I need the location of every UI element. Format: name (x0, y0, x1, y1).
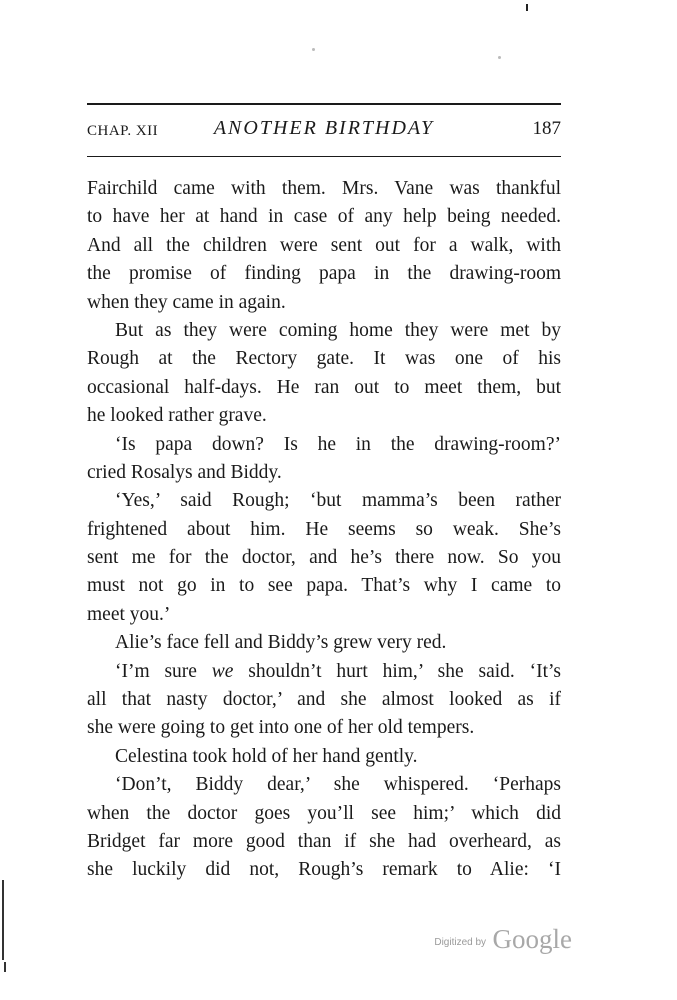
emphasized-word: we (211, 660, 234, 682)
page-number: 187 (532, 118, 561, 139)
text-line: Rough at the Rectory gate. It was one of his (87, 348, 561, 370)
text-line: Fairchild came with them. Mrs. Vane was thankful (87, 178, 561, 199)
header-rule (87, 156, 561, 157)
scan-speck (498, 56, 501, 59)
text-line: Bridget far more good than if she had overheard, as (87, 830, 561, 852)
text-line: when the doctor goes you’ll see him;’ which did (87, 802, 561, 824)
top-rule (87, 103, 561, 105)
text-line: ‘I’m sure we shouldn’t hurt him,’ she said. ‘It’s (115, 660, 561, 682)
text-line: she luckily did not, Rough’s remark to Alie: ‘I (87, 859, 561, 881)
body-text (87, 175, 561, 885)
text-line: all that nasty doctor,’ and she almost looked as if (87, 689, 561, 711)
text-line: when they came in again. (87, 291, 286, 313)
scan-speck (312, 48, 315, 51)
text-line: Celestina took hold of her hand gently. (115, 745, 418, 767)
text-line: Alie’s face fell and Biddy’s grew very red. (115, 632, 447, 654)
text-line: she were going to get into one of her old tempers. (87, 717, 475, 739)
scan-mark (526, 4, 528, 11)
text-line: must not go in to see papa. That’s why I came to (87, 575, 561, 597)
text-line: But as they were coming home they were met by (115, 319, 561, 341)
text-line: sent me for the doctor, and he’s there now. So you (87, 547, 561, 569)
digitized-watermark (434, 924, 572, 955)
text-line: the promise of finding papa in the drawing-room (87, 263, 561, 285)
text-line: occasional half-days. He ran out to meet them, but (87, 376, 561, 398)
chapter-label: CHAP. XII (87, 123, 159, 139)
text-line: frightened about him. He seems so weak. She’s (87, 518, 561, 540)
scan-edge-mark (2, 880, 4, 960)
scan-edge-mark (4, 962, 6, 972)
text-line: And all the children were sent out for a walk, with (87, 234, 561, 256)
text-line: ‘Don’t, Biddy dear,’ she whispered. ‘Perhaps (115, 774, 561, 796)
text-line: cried Rosalys and Biddy. (87, 461, 282, 483)
text-line: meet you.’ (87, 603, 171, 625)
text-line: ‘Is papa down? Is he in the drawing-room?’ (115, 433, 561, 455)
text-line: ‘Yes,’ said Rough; ‘but mamma’s been rather (115, 490, 561, 512)
text-line: to have her at hand in case of any help being needed. (87, 206, 561, 228)
text-line: he looked rather grave. (87, 405, 267, 427)
watermark-prefix: Digitized by (434, 937, 487, 948)
watermark-brand: Google (492, 924, 572, 954)
chapter-title: ANOTHER BIRTHDAY (213, 117, 435, 139)
running-header (87, 117, 561, 147)
